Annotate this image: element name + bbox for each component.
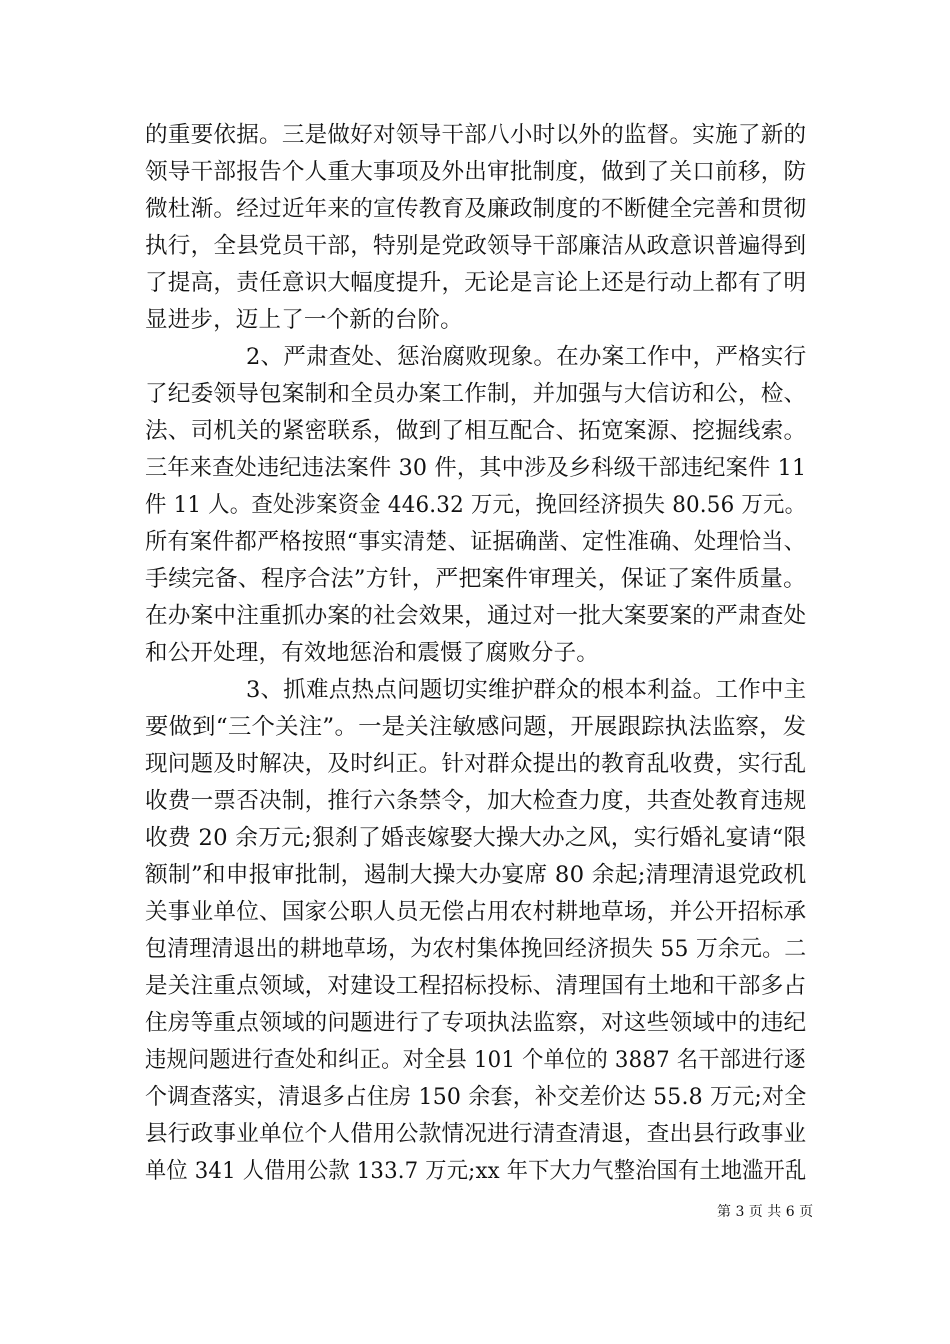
text-line: 住房等重点领域的问题进行了专项执法监察，对这些领域中的违纪 [145, 1010, 807, 1036]
text-line: 个调查落实，清退多占住房 150 余套，补交差价达 55.8 万元;对全 [145, 1084, 807, 1110]
text-line: 手续完备、程序合法”方针，严把案件审理关，保证了案件质量。 [145, 566, 807, 592]
text-line: 领导干部报告个人重大事项及外出审批制度，做到了关口前移，防 [145, 159, 807, 185]
text-line: 收费 20 余万元;狠刹了婚丧嫁娶大操大办之风，实行婚礼宴请“限 [145, 825, 807, 851]
text-line: 关事业单位、国家公职人员无偿占用农村耕地草场，并公开招标承 [145, 899, 807, 925]
text-line: 现问题及时解决，及时纠正。针对群众提出的教育乱收费，实行乱 [145, 751, 807, 777]
text-line: 违规问题进行查处和纠正。对全县 101 个单位的 3887 名干部进行逐 [145, 1047, 806, 1073]
text-line: 三年来查处违纪违法案件 30 件，其中涉及乡科级干部违纪案件 11 [145, 455, 807, 481]
text-line: 收费一票否决制，推行六条禁令，加大检查力度，共查处教育违规 [145, 788, 807, 814]
text-line: 了提高，责任意识大幅度提升，无论是言论上还是行动上都有了明 [145, 270, 807, 296]
text-line: 执行，全县党员干部，特别是党政领导干部廉洁从政意识普遍得到 [145, 233, 807, 259]
text-line: 显进步，迈上了一个新的台阶。 [145, 307, 463, 333]
text-line: 了纪委领导包案制和全员办案工作制，并加强与大信访和公，检、 [145, 381, 807, 407]
paragraph-2-first-line: 2、严肃查处、惩治腐败现象。在办案工作中，严格实行 [246, 344, 807, 370]
text-line: 法、司机关的紧密联系，做到了相互配合、拓宽案源、挖掘线索。 [145, 418, 807, 444]
text-line: 要做到“三个关注”。一是关注敏感问题，开展跟踪执法监察，发 [145, 714, 807, 740]
text-line: 微杜渐。经过近年来的宣传教育及廉政制度的不断健全完善和贯彻 [145, 196, 807, 222]
text-line: 所有案件都严格按照“事实清楚、证据确凿、定性准确、处理恰当、 [145, 529, 807, 555]
text-line: 在办案中注重抓办案的社会效果，通过对一批大案要案的严肃查处 [145, 603, 807, 629]
paragraph-3-first-line: 3、抓难点热点问题切实维护群众的根本利益。工作中主 [246, 677, 807, 703]
text-line: 和公开处理，有效地惩治和震慑了腐败分子。 [145, 640, 600, 666]
text-line: 额制”和申报审批制，遏制大操大办宴席 80 余起;清理清退党政机 [145, 862, 807, 888]
text-line: 单位 341 人借用公款 133.7 万元;xx 年下大力气整治国有土地滥开乱 [145, 1158, 807, 1184]
text-line: 县行政事业单位个人借用公款情况进行清查清退，查出县行政事业 [145, 1121, 807, 1147]
text-line: 件 11 人。查处涉案资金 446.32 万元，挽回经济损失 80.56 万元。 [145, 492, 807, 518]
text-line: 是关注重点领域，对建设工程招标投标、清理国有土地和干部多占 [145, 973, 807, 999]
text-line: 的重要依据。三是做好对领导干部八小时以外的监督。实施了新的 [145, 122, 807, 148]
text-line: 包清理清退出的耕地草场，为农村集体挽回经济损失 55 万余元。二 [145, 936, 807, 962]
page-number-footer: 第 3 页 共 6 页 [717, 1204, 814, 1220]
